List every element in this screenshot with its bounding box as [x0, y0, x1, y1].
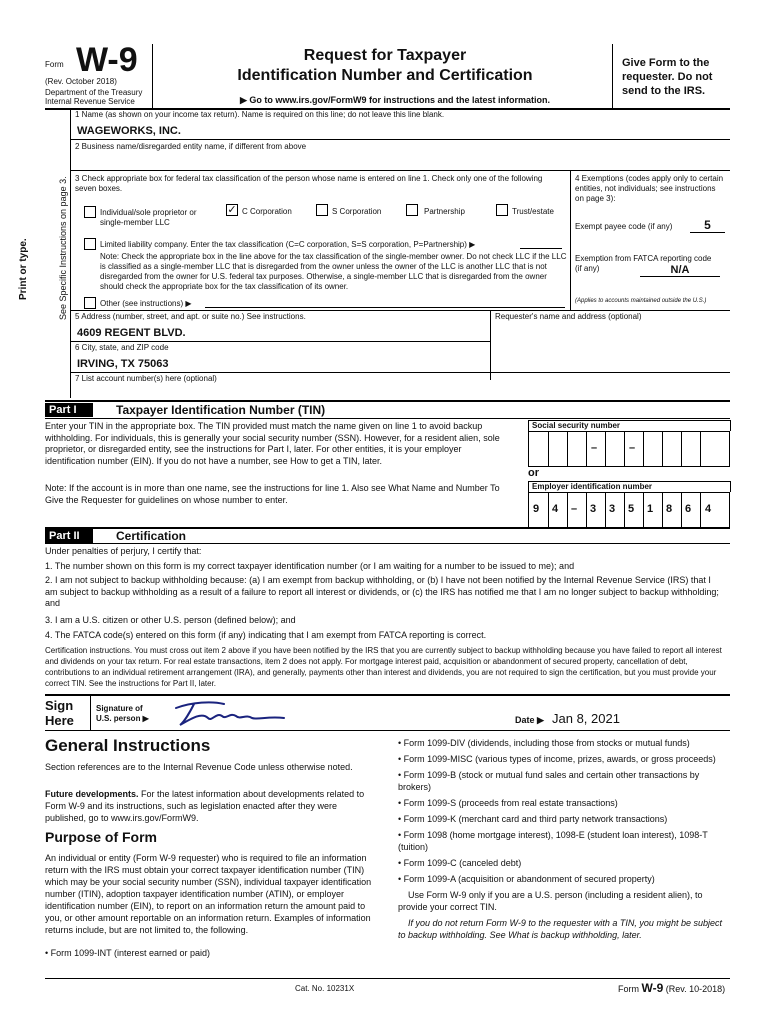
form-word: Form [45, 60, 64, 69]
revision: (Rev. October 2018) [45, 77, 117, 86]
label-llc: Limited liability company. Enter the tax classification (C=C corporation, S=S corporation, P=Partnership) ▶ [100, 240, 476, 249]
ein-digit: 3 [609, 503, 616, 515]
line7-label: 7 List account number(s) here (optional) [75, 374, 217, 383]
bullet-1099-c: • Form 1099-C (canceled debt) [398, 858, 522, 868]
line6-city-field[interactable]: IRVING, TX 75063 [77, 358, 169, 370]
exempt-payee-label: Exempt payee code (if any) [575, 222, 673, 231]
irs-label: Internal Revenue Service [45, 97, 135, 106]
footer-revision: (Rev. 10-2018) [665, 984, 726, 994]
ein-field[interactable] [528, 492, 730, 528]
checkbox-s-corporation[interactable] [316, 204, 328, 216]
general-p2 [45, 788, 375, 824]
bullet-1098: • Form 1098 (home mortgage interest), 1098-E (student loan interest), 1098-T (tuition) [398, 830, 708, 852]
label-individual: Individual/sole proprietor or single-member LLC [100, 208, 197, 227]
other-field[interactable] [205, 307, 565, 308]
forms-list [398, 737, 728, 941]
checkbox-partnership[interactable] [406, 204, 418, 216]
form-number: W-9 [76, 41, 138, 79]
ein-digit: 5 [628, 503, 635, 515]
cert-item-2: 2. I am not subject to backup withholding because: (a) I am exempt from backup withholding, or (b) I have not been notified by the Internal Revenue Service (IRS) that I am subject to backup withholding as a result of a failure to report all interest or dividends, or (c) the IRS has notified me that I am no longer subject to backup withholding; and [45, 575, 719, 608]
signature-label: Signature of U.S. person ▶ [96, 704, 149, 723]
ein-label: Employer identification number [528, 481, 731, 492]
date-label: Date ▶ [515, 715, 544, 725]
goto-link[interactable]: ▶ Go to www.irs.gov/FormW9 for instructions and the latest information. [239, 95, 551, 105]
part2-title: Certification [116, 529, 187, 543]
department: Department of the Treasury [45, 88, 143, 97]
fatca-label: Exemption from FATCA reporting code (if any) [575, 254, 712, 273]
fatca-field[interactable]: N/A [640, 264, 720, 277]
ein-digit: 4 [705, 503, 712, 515]
ssn-field[interactable] [528, 431, 730, 467]
label-trust-estate: Trust/estate [512, 207, 554, 216]
ein-digit: 6 [685, 503, 692, 515]
backup-withholding-text: If you do not return Form W-9 to the requester with a TIN, you might be subject to backup withholding. See What is backup withholding, later. [398, 918, 722, 940]
use-form-w9-text: Use Form W-9 only if you are a U.S. person (including a resident alien), to provide your correct TIN. [398, 890, 703, 912]
label-partnership: Partnership [424, 207, 465, 216]
form-title-line1: Request for Taxpayer [303, 47, 467, 64]
line2-business-field[interactable] [77, 156, 677, 170]
future-developments-text: For the latest information about developments related to Form W-9 and its instructions, such as legislation enacted after they were published, go to www.irs.gov/FormW9. [45, 789, 365, 823]
label-c-corporation: C Corporation [242, 207, 292, 216]
ein-digit: 1 [647, 503, 654, 515]
label-other: Other (see instructions) ▶ [100, 299, 192, 308]
sign-here-label: Sign Here [45, 698, 74, 728]
cert-item-1: 1. The number shown on this form is my correct taxpayer identification number (or I am waiting for a number to be issued to me); and [45, 561, 575, 571]
purpose-of-form-title: Purpose of Form [45, 829, 158, 845]
line4-label: 4 Exemptions (codes apply only to certain entities, not individuals; see instructions on page 3): [575, 174, 724, 203]
checkbox-c-corporation[interactable]: ✓ [227, 204, 237, 216]
checkbox-individual[interactable] [84, 206, 96, 218]
ein-digit: 4 [552, 503, 559, 515]
side-label-print: Print or type. [18, 238, 29, 300]
signature-field[interactable] [172, 698, 292, 728]
bullet-1099-k: • Form 1099-K (merchant card and third party network transactions) [398, 814, 668, 824]
line5-address-field[interactable]: 4609 REGENT BLVD. [77, 327, 186, 339]
part1-text: Enter your TIN in the appropriate box. The TIN provided must match the name given on line 1 to avoid backup withholding. For individuals, this is generally your social security number (SSN). However, for a resident alien, sole proprietor, or disregarded entity, see the instructions for Part I, later. For other entities, it is your employer identification number (EIN). If you do not have a number, see How to get a TIN, later. [45, 421, 500, 466]
bullet-1099-div: • Form 1099-DIV (dividends, including those from stocks or mutual funds) [398, 738, 690, 748]
footer-form-word: Form [618, 984, 639, 994]
line5-label: 5 Address (number, street, and apt. or suite no.) See instructions. [75, 312, 306, 321]
footer-form-number: W-9 [641, 981, 664, 995]
part1-note: Note: If the account is in more than one name, see the instructions for line 1. Also see What Name and Number To Give the Requester for guidelines on whose number to enter. [45, 483, 500, 505]
general-instructions-title: General Instructions [45, 736, 211, 755]
cert-intro: Under penalties of perjury, I certify that: [45, 546, 202, 556]
future-developments-heading: Future developments. [45, 789, 139, 799]
part1-title: Taxpayer Identification Number (TIN) [116, 403, 326, 417]
line1-label: 1 Name (as shown on your income tax return). Name is required on this line; do not leave this line blank. [75, 110, 445, 119]
part2-label: Part II [45, 529, 93, 543]
line6-label: 6 City, state, and ZIP code [75, 343, 169, 352]
bullet-1099-a: • Form 1099-A (acquisition or abandonment of secured property) [398, 874, 655, 884]
catalog-number: Cat. No. 10231X [295, 984, 355, 993]
date-field[interactable]: Jan 8, 2021 [552, 711, 620, 726]
ein-dash: – [571, 503, 578, 515]
bullet-1099-b: • Form 1099-B (stock or mutual fund sales and certain other transactions by brokers) [398, 770, 700, 792]
purpose-p1: An individual or entity (Form W-9 requester) who is required to file an information return with the IRS must obtain your correct taxpayer identification number (TIN) which may be your social security number (SSN), individual taxpayer identification number (ITIN), adoption taxpayer identification number (ATIN), or employer identification number (EIN), to report on an information return the amount paid to you, or other amount reportable on an information return. Examples of information returns include, but are not limited to, the following. [45, 853, 372, 935]
cert-instructions: Certification instructions. You must cross out item 2 above if you have been notified by the IRS that you are currently subject to backup withholding because you have failed to report all interest and dividends on your tax return. For real estate transactions, item 2 does not apply. For mortgage interest paid, acquisition or abandonment of secured property, cancellation of debt, contributions to an individual retirement arrangement (IRA), and generally, payments other than interest and dividends, you are not required to sign the certification, but you must provide your correct TIN. See the instructions for Part II, later. [45, 646, 722, 688]
ssn-dash-2: – [629, 442, 636, 454]
ein-digit: 9 [533, 503, 540, 515]
applies-note: (Applies to accounts maintained outside the U.S.) [575, 298, 707, 304]
requester-label: Requester's name and address (optional) [495, 312, 642, 321]
bullet-1099-int: • Form 1099-INT (interest earned or paid) [45, 948, 211, 958]
checkbox-other[interactable] [84, 297, 96, 309]
ein-digit: 8 [666, 503, 673, 515]
line2-label: 2 Business name/disregarded entity name, if different from above [75, 142, 307, 151]
label-s-corporation: S Corporation [332, 207, 382, 216]
bullet-1099-s: • Form 1099-S (proceeds from real estate transactions) [398, 798, 618, 808]
bullet-1099-misc: • Form 1099-MISC (various types of income, prizes, awards, or gross proceeds) [398, 754, 716, 764]
llc-classification-field[interactable] [520, 248, 562, 249]
part1-label: Part I [45, 403, 93, 417]
line1-name-field[interactable]: WAGEWORKS, INC. [77, 125, 181, 137]
side-label-instructions: See Specific Instructions on page 3. [58, 176, 68, 320]
or-label: or [528, 467, 539, 479]
cert-item-3: 3. I am a U.S. citizen or other U.S. person (defined below); and [45, 615, 296, 625]
exempt-payee-field[interactable]: 5 [690, 218, 725, 233]
cert-item-4: 4. The FATCA code(s) entered on this form (if any) indicating that I am exempt from FATCA reporting is correct. [45, 630, 487, 640]
checkbox-trust-estate[interactable] [496, 204, 508, 216]
ein-digit: 3 [590, 503, 597, 515]
line7-account-field[interactable] [77, 386, 727, 398]
give-form-note: Give Form to the requester. Do not send to the IRS. [622, 57, 713, 97]
form-title-line2: Identification Number and Certification [237, 67, 533, 84]
ssn-label: Social security number [528, 420, 731, 431]
signature-drawing [172, 698, 292, 728]
llc-note: Note: Check the appropriate box in the line above for the tax classification of the single-member owner. Do not check LLC if the LLC is classified as a single-member LLC that is disregarded from the owner unless the owner of the LLC is another LLC that is not disregarded from the owner for U.S. federal tax purposes. Otherwise, a single-member LLC that is disregarded from the owner should check the appropriate box for the tax classification of its owner. [100, 252, 567, 291]
line3-label: 3 Check appropriate box for federal tax classification of the person whose name is entered on line 1. Check only one of the following seven boxes. [75, 174, 543, 193]
footer-form-id [618, 981, 725, 996]
ssn-dash-1: – [591, 442, 598, 454]
general-p1: Section references are to the Internal Revenue Code unless otherwise noted. [45, 762, 353, 772]
checkbox-llc[interactable] [84, 238, 96, 250]
